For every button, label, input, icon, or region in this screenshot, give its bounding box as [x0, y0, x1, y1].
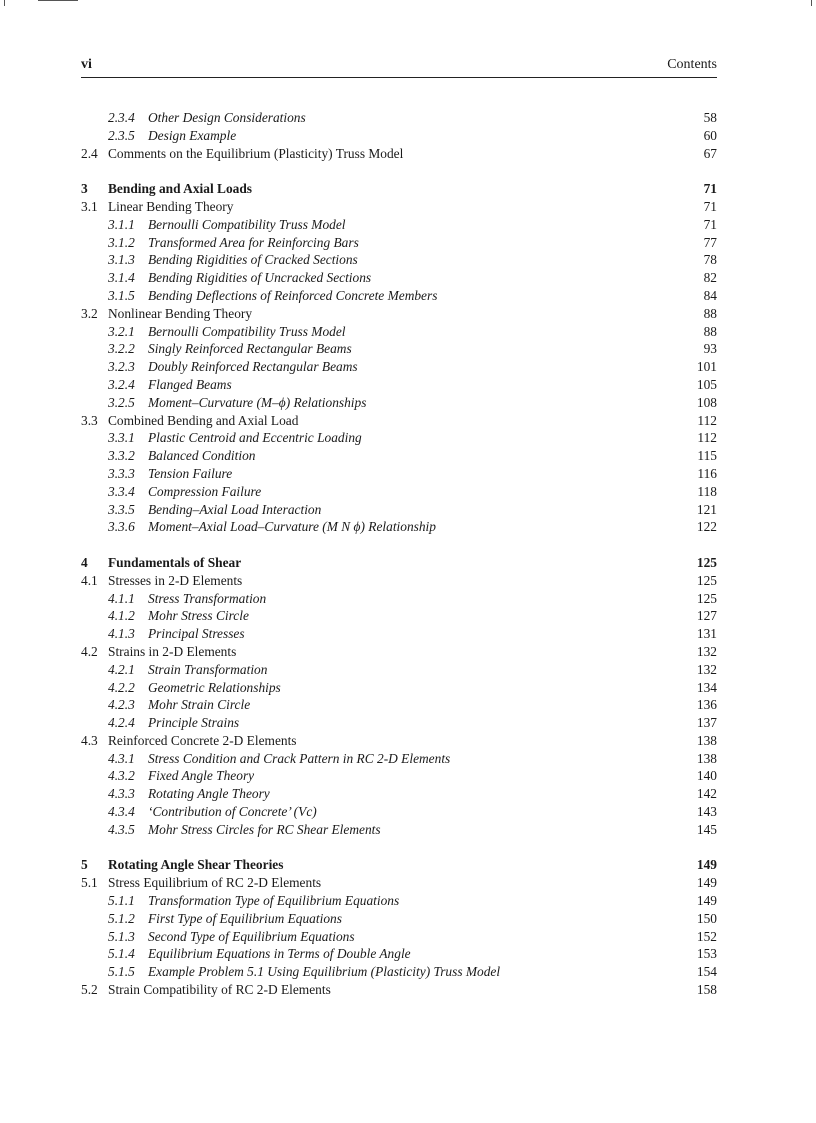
entry-page: 136 — [696, 697, 717, 713]
entry-page: 115 — [697, 448, 717, 464]
entry-number: 3.1.1 — [108, 216, 135, 232]
toc-subsection-entry — [81, 109, 717, 127]
entry-title: Doubly Reinforced Rectangular Beams — [148, 359, 358, 375]
entry-title: First Type of Equilibrium Equations — [148, 910, 342, 926]
entry-number: 4.3.2 — [108, 768, 135, 784]
entry-title: Rotating Angle Theory — [148, 786, 270, 802]
toc-section-entry — [81, 198, 717, 216]
toc-subsection-entry — [81, 127, 717, 145]
entry-title: Plastic Centroid and Eccentric Loading — [148, 430, 362, 446]
entry-number: 3.1.2 — [108, 234, 135, 250]
toc-subsection-entry — [81, 269, 717, 287]
entry-title: Stress Condition and Crack Pattern in RC 2-D Elements — [148, 750, 451, 766]
entry-page: 150 — [696, 910, 717, 926]
entry-number: 3.2 — [81, 305, 98, 321]
entry-number: 5.1.4 — [108, 946, 135, 962]
toc-subsection-entry — [81, 376, 717, 394]
entry-title: Linear Bending Theory — [108, 198, 234, 214]
entry-title: Fundamentals of Shear — [108, 554, 242, 570]
entry-page: 131 — [696, 626, 717, 642]
entry-page: 132 — [696, 661, 717, 677]
entry-title: Tension Failure — [148, 465, 233, 481]
entry-title: Reinforced Concrete 2-D Elements — [108, 732, 297, 748]
toc-subsection-entry — [81, 714, 717, 732]
entry-number: 5.1.2 — [108, 910, 135, 926]
crop-tick-left — [4, 0, 5, 6]
toc-subsection-entry — [81, 251, 717, 269]
entry-title: Example Problem 5.1 Using Equilibrium (Plasticity) Truss Model — [148, 964, 501, 980]
entry-number: 3.2.4 — [108, 376, 135, 392]
entry-number: 4.2.2 — [108, 679, 135, 695]
entry-number: 5.1.5 — [108, 964, 135, 980]
toc-subsection-entry — [81, 963, 717, 981]
table-of-contents — [81, 109, 717, 999]
entry-title: Combined Bending and Axial Load — [108, 412, 299, 428]
entry-page: 125 — [696, 590, 717, 606]
toc-subsection-entry — [81, 661, 717, 679]
entry-page: 60 — [703, 127, 717, 143]
toc-subsection-entry — [81, 767, 717, 785]
entry-title: Stress Transformation — [148, 590, 267, 606]
toc-subsection-entry — [81, 625, 717, 643]
entry-number: 4.3.1 — [108, 750, 135, 766]
toc-subsection-entry — [81, 216, 717, 234]
entry-title: Bernoulli Compatibility Truss Model — [148, 323, 346, 339]
entry-page: 71 — [703, 198, 717, 214]
toc-subsection-entry — [81, 429, 717, 447]
entry-title: Principal Stresses — [148, 626, 245, 642]
running-title: Contents — [667, 57, 717, 72]
entry-number: 3.3.5 — [108, 501, 135, 517]
entry-page: 84 — [703, 287, 717, 303]
toc-subsection-entry — [81, 821, 717, 839]
entry-page: 71 — [703, 181, 717, 197]
toc-subsection-entry — [81, 928, 717, 946]
entry-page: 158 — [696, 982, 717, 998]
entry-number: 5.1.1 — [108, 893, 135, 909]
entry-number: 3.2.3 — [108, 359, 135, 375]
entry-title: Compression Failure — [148, 483, 262, 499]
entry-page: 58 — [703, 110, 717, 125]
entry-title: Balanced Condition — [148, 448, 256, 464]
toc-subsection-entry — [81, 323, 717, 341]
crop-mark — [38, 0, 78, 1]
toc-subsection-entry — [81, 287, 717, 305]
entry-title: Bending Rigidities of Uncracked Sections — [148, 270, 372, 286]
entry-title: Second Type of Equilibrium Equations — [148, 928, 355, 944]
entry-number: 5.1.3 — [108, 928, 135, 944]
toc-section-entry — [81, 981, 717, 999]
entry-number: 3.3.2 — [108, 448, 135, 464]
entry-title: Strain Compatibility of RC 2-D Elements — [108, 982, 331, 998]
entry-number: 3.3.3 — [108, 465, 135, 481]
toc-section-entry — [81, 874, 717, 892]
entry-page: 116 — [697, 465, 717, 481]
entry-number: 3.2.1 — [108, 323, 135, 339]
entry-number: 4.3.3 — [108, 786, 135, 802]
entry-number: 3.1 — [81, 198, 98, 214]
toc-subsection-entry — [81, 910, 717, 928]
entry-number: 4.1.2 — [108, 608, 135, 624]
toc-subsection-entry — [81, 892, 717, 910]
entry-number: 4.2.1 — [108, 661, 135, 677]
entry-title: Singly Reinforced Rectangular Beams — [148, 341, 352, 357]
entry-number: 3.3.6 — [108, 519, 135, 535]
entry-number: 4.1.1 — [108, 590, 135, 606]
entry-title: Bending–Axial Load Interaction — [148, 501, 322, 517]
entry-page: 118 — [697, 483, 717, 499]
entry-title: Bending and Axial Loads — [108, 181, 253, 197]
entry-page: 125 — [696, 554, 717, 570]
entry-page: 132 — [696, 643, 717, 659]
entry-page: 122 — [696, 519, 717, 535]
entry-page: 82 — [703, 270, 717, 286]
toc-subsection-entry — [81, 590, 717, 608]
toc-subsection-entry — [81, 607, 717, 625]
entry-page: 142 — [696, 786, 717, 802]
entry-page: 137 — [696, 715, 717, 731]
entry-number: 5.1 — [81, 875, 98, 891]
entry-title: Strain Transformation — [148, 661, 268, 677]
entry-page: 77 — [703, 234, 717, 250]
toc-subsection-entry — [81, 750, 717, 768]
entry-title: Moment–Axial Load–Curvature (M N ϕ) Relationship — [148, 519, 436, 535]
entry-number: 4.2 — [81, 643, 98, 659]
entry-page: 108 — [696, 394, 717, 410]
toc-section-entry — [81, 412, 717, 430]
toc-subsection-entry — [81, 696, 717, 714]
toc-subsection-entry — [81, 785, 717, 803]
entry-page: 121 — [696, 501, 717, 517]
toc-chapter-entry — [81, 180, 717, 198]
toc-subsection-entry — [81, 394, 717, 412]
entry-title: Strains in 2-D Elements — [108, 643, 237, 659]
toc-subsection-entry — [81, 465, 717, 483]
toc-section-entry — [81, 572, 717, 590]
entry-number: 3 — [81, 181, 88, 197]
entry-number: 3.2.5 — [108, 394, 135, 410]
entry-number: 2.3.5 — [108, 127, 135, 143]
toc-subsection-entry — [81, 803, 717, 821]
entry-title: Fixed Angle Theory — [148, 768, 255, 784]
entry-number: 3.3.4 — [108, 483, 135, 499]
entry-title: Mohr Stress Circle — [148, 608, 249, 624]
entry-title: Moment–Curvature (M–ϕ) Relationships — [148, 394, 367, 410]
entry-title: Principle Strains — [148, 715, 240, 731]
entry-page: 93 — [703, 341, 717, 357]
page-header — [81, 57, 717, 78]
entry-number: 4.2.3 — [108, 697, 135, 713]
toc-section-entry — [81, 732, 717, 750]
toc-subsection-entry — [81, 340, 717, 358]
entry-number: 3.1.5 — [108, 287, 135, 303]
entry-title: Other Design Considerations — [148, 110, 306, 125]
entry-page: 153 — [696, 946, 717, 962]
entry-title: Bending Deflections of Reinforced Concrete Members — [148, 287, 438, 303]
entry-page: 127 — [696, 608, 717, 624]
entry-title: Mohr Strain Circle — [148, 697, 251, 713]
entry-page: 138 — [696, 732, 717, 748]
page-folio: vi — [81, 57, 92, 72]
entry-page: 140 — [696, 768, 717, 784]
entry-title: Equilibrium Equations in Terms of Double Angle — [148, 946, 411, 962]
entry-number: 2.4 — [81, 145, 98, 161]
entry-title: Stress Equilibrium of RC 2-D Elements — [108, 875, 322, 891]
entry-title: Stresses in 2-D Elements — [108, 572, 243, 588]
toc-section-entry — [81, 305, 717, 323]
toc-subsection-entry — [81, 518, 717, 536]
toc-subsection-entry — [81, 945, 717, 963]
entry-number: 3.1.3 — [108, 252, 135, 268]
entry-page: 134 — [696, 679, 717, 695]
entry-title: Nonlinear Bending Theory — [108, 305, 253, 321]
entry-number: 4.1.3 — [108, 626, 135, 642]
entry-title: ‘Contribution of Concrete’ (Vc) — [148, 804, 317, 820]
entry-number: 4.3.4 — [108, 804, 135, 820]
toc-subsection-entry — [81, 234, 717, 252]
entry-page: 149 — [696, 893, 717, 909]
entry-number: 4.1 — [81, 572, 98, 588]
entry-page: 112 — [697, 412, 717, 428]
entry-page: 88 — [703, 305, 717, 321]
entry-page: 138 — [696, 750, 717, 766]
entry-title: Design Example — [148, 127, 237, 143]
entry-page: 149 — [696, 875, 717, 891]
entry-title: Transformation Type of Equilibrium Equations — [148, 893, 400, 909]
entry-page: 125 — [696, 572, 717, 588]
entry-title: Bending Rigidities of Cracked Sections — [148, 252, 358, 268]
toc-subsection-entry — [81, 483, 717, 501]
entry-page: 105 — [696, 376, 717, 392]
toc-chapter-entry — [81, 856, 717, 874]
entry-page: 152 — [696, 928, 717, 944]
entry-page: 101 — [696, 359, 717, 375]
entry-number: 2.3.4 — [108, 110, 135, 125]
entry-page: 145 — [696, 821, 717, 837]
entry-title: Comments on the Equilibrium (Plasticity) Truss Model — [108, 145, 404, 161]
entry-page: 88 — [703, 323, 717, 339]
entry-title: Flanged Beams — [148, 376, 232, 392]
entry-number: 3.2.2 — [108, 341, 135, 357]
entry-number: 4.3.5 — [108, 821, 135, 837]
entry-number: 5 — [81, 857, 88, 873]
entry-number: 4.3 — [81, 732, 98, 748]
toc-subsection-entry — [81, 447, 717, 465]
entry-page: 112 — [697, 430, 717, 446]
toc-section-entry — [81, 643, 717, 661]
entry-title: Transformed Area for Reinforcing Bars — [148, 234, 359, 250]
crop-tick-right — [811, 0, 812, 6]
entry-number: 4 — [81, 554, 88, 570]
entry-title: Geometric Relationships — [148, 679, 281, 695]
entry-title: Mohr Stress Circles for RC Shear Elements — [148, 821, 381, 837]
toc-subsection-entry — [81, 501, 717, 519]
entry-number: 3.3.1 — [108, 430, 135, 446]
entry-title: Bernoulli Compatibility Truss Model — [148, 216, 346, 232]
entry-page: 67 — [703, 145, 717, 161]
entry-number: 4.2.4 — [108, 715, 135, 731]
entry-page: 149 — [696, 857, 717, 873]
entry-page: 154 — [696, 964, 717, 980]
entry-number: 3.1.4 — [108, 270, 135, 286]
toc-subsection-entry — [81, 679, 717, 697]
entry-page: 71 — [703, 216, 717, 232]
entry-number: 5.2 — [81, 982, 98, 998]
toc-section-entry — [81, 145, 717, 163]
entry-page: 78 — [703, 252, 717, 268]
entry-title: Rotating Angle Shear Theories — [108, 857, 284, 873]
toc-subsection-entry — [81, 358, 717, 376]
toc-chapter-entry — [81, 554, 717, 572]
entry-page: 143 — [696, 804, 717, 820]
entry-number: 3.3 — [81, 412, 98, 428]
